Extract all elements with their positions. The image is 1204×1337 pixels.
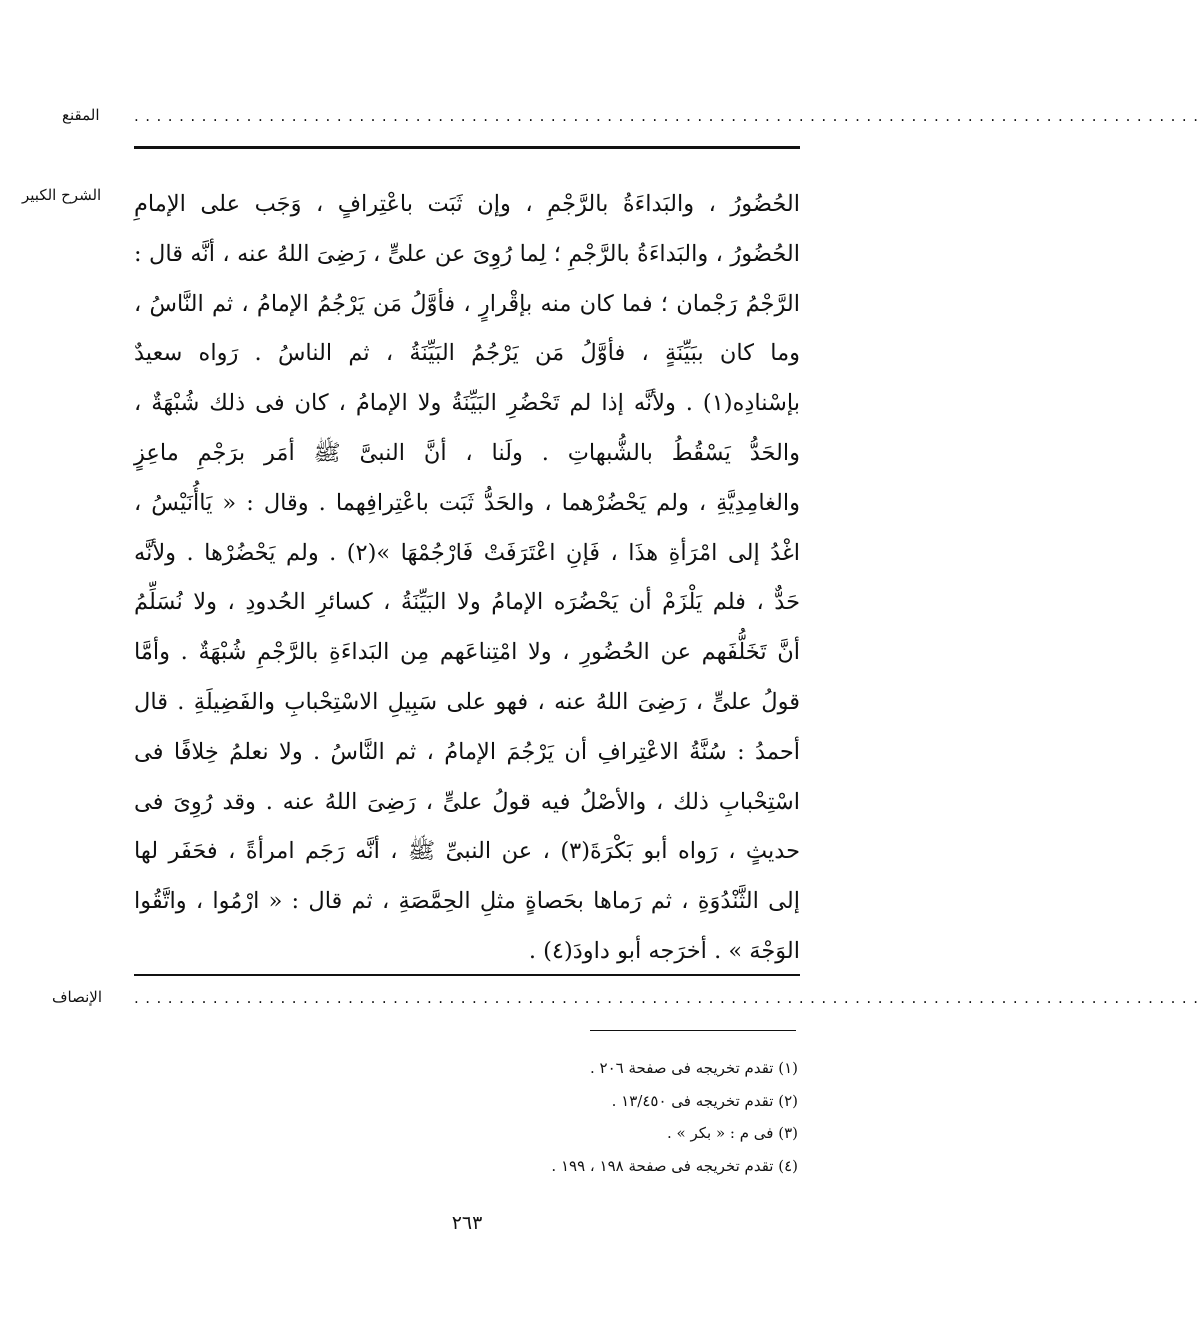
footnotes <box>398 1052 798 1182</box>
body-line: بإسْنادِه(١) . ولأنَّه إذا لم تَحْضُرِ البَيِّنَةُ ولا الإمامُ ، كان فى ذلك شُبْهَةٌ ، <box>134 390 800 417</box>
header-dots: ............................................................................................... <box>134 107 1204 125</box>
body-text <box>134 180 800 977</box>
body-line: الوَجْهَ » . أخرَجه أبو داودَ(٤) . <box>528 937 800 964</box>
body-line: وما كان ببَيِّنَةٍ ، فأوَّلُ مَن يَرْجُمُ البَيِّنَةُ ، ثم الناسُ . رَواه سعيدٌ <box>134 340 800 367</box>
body-line: الحُضُورُ ، والبَداءَةُ بالرَّجْمِ ، وإن ثَبَت باعْتِرافٍ ، وَجَب على الإمامِ <box>134 191 800 217</box>
footnote: (١) تقدم تخريجه فى صفحة ٢٠٦ . <box>589 1059 798 1077</box>
body-line: أنَّ تَخَلُّفَهم عن الحُضُورِ ، ولا امْتِناعَهم مِن البَداءَةِ بالرَّجْمِ شُبْهَةٌ . وأمَّا <box>134 639 800 666</box>
footnote: (٣) فى م : « بكر » . <box>666 1124 798 1142</box>
body-line: الحُضُورُ ، والبَداءَةُ بالرَّجْمِ ؛ لِما رُوِىَ عن علىٍّ ، رَضِىَ اللهُ عنه ، أنَّه قال : <box>134 240 800 267</box>
footnote: (٤) تقدم تخريجه فى صفحة ١٩٨ ، ١٩٩ . <box>551 1156 798 1175</box>
body-line: اغْدُ إلى امْرَأةِ هذَا ، فَإنِ اعْتَرَفَتْ فَارْجُمْهَا »(٢) . ولم يَحْضُرْها . ولأنَّه <box>134 539 800 566</box>
section-label: الشرح الكبير <box>22 186 102 204</box>
body-line: إلى الثَّنْدُوَةِ ، ثم رَماها بحَصاةٍ مثلِ الحِمَّصَةِ ، ثم قال : « ارْمُوا ، واتَّقُوا <box>134 888 800 915</box>
header-rule <box>134 146 800 149</box>
body-line: قولُ علىٍّ ، رَضِىَ اللهُ عنه ، فهو على سَبِيلِ الاسْتِحْبابِ والفَضِيلَةِ . قال <box>134 688 800 715</box>
body-line: حديثٍ ، رَواه أبو بَكْرَةَ(٣) ، عن النبىِّ ﷺ ، أنَّه رَجَم امرأةً ، فحَفَر لها <box>134 838 800 865</box>
body-line: الرَّجْمُ رَجْمان ؛ فما كان منه بإقْرارٍ ، فأوَّلُ مَن يَرْجُمُ الإمامُ ، ثم النَّاسُ ، <box>134 290 800 317</box>
body-line: حَدٌّ ، فلم يَلْزَمْ أن يَحْضُرَه الإمامُ ولا البَيِّنَةُ ، كسائرِ الحُدودِ ، ولا نُسَلِّمُ <box>134 589 800 616</box>
lower-dots: ............................................................................................... <box>134 989 1204 1007</box>
lower-rule <box>134 974 800 976</box>
body-line: اسْتِحْبابِ ذلك ، والأصْلُ فيه قولُ علىٍّ ، رَضِىَ اللهُ عنه . وقد رُوِىَ فى <box>134 788 800 815</box>
footnote: (٢) تقدم تخريجه فى ١٣/٤٥٠ . <box>611 1091 798 1110</box>
book-label: المقنع <box>62 106 100 124</box>
body-line: أحمدُ : سُنَّةُ الاعْتِرافِ أن يَرْجُمَ الإمامُ ، ثم النَّاسُ . ولا نعلمُ خِلافًا فى <box>134 738 800 765</box>
insaf-label: الإنصاف <box>52 988 103 1006</box>
page-number: ٢٦٣ <box>451 1212 483 1234</box>
body-line: والحَدُّ يَسْقُطُ بالشُّبهاتِ . ولَنا ، أنَّ النبىَّ ﷺ أمَر برَجْمِ ماعِزٍ <box>134 439 800 466</box>
footnote-rule <box>590 1030 796 1031</box>
body-line: والغامِدِيَّةِ ، ولم يَحْضُرْهما ، والحَدُّ ثَبَت باعْتِرافِهما . وقال : « يَاأُنَيْسُ ، <box>134 489 800 516</box>
